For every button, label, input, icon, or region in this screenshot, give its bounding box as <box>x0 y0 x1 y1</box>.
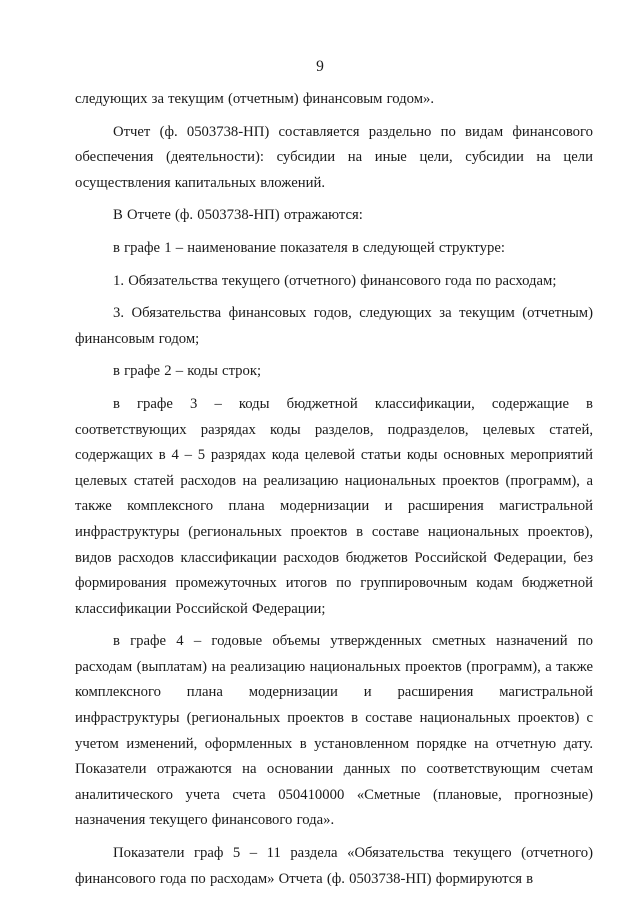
paragraph-column-4: в графе 4 – годовые объемы утвержденных сметных назначений по расходам (выплатам) на реализацию национальных проектов (программ), а также комплексного плана модернизации и расширения магистральной инфраструктуры (региональных проектов в составе национальных проектов) с учетом изменений, оформленных в установленном порядке на отчетную дату. Показатели отражаются на основании данных по соответствующим счетам аналитического учета счета 050410000 «Сметные (плановые, прогнозные) назначения текущего финансового года». <box>75 633 593 829</box>
paragraph-item-1: 1. Обязательства текущего (отчетного) финансового года по расходам; <box>113 272 557 289</box>
paragraph-report-reflects: В Отчете (ф. 0503738-НП) отражаются: <box>113 207 363 224</box>
paragraph-column-1: в графе 1 – наименование показателя в следующей структуре: <box>113 239 505 256</box>
paragraph-item-3: 3. Обязательства финансовых годов, следующих за текущим (отчетным) финансовым годом; <box>75 305 593 347</box>
page-number: 9 <box>316 58 324 75</box>
document-body <box>75 87 593 892</box>
paragraph-continuation: следующих за текущим (отчетным) финансовым годом». <box>75 91 435 107</box>
paragraph-column-2: в графе 2 – коды строк; <box>113 363 262 380</box>
paragraph-report-separation: Отчет (ф. 0503738-НП) составляется раздельно по видам финансового обеспечения (деятельности): субсидии на иные цели, субсидии на цели осуществления капитальных вложений. <box>75 123 593 191</box>
paragraph-column-3: в графе 3 – коды бюджетной классификации, содержащие в соответствующих разрядах коды разделов, подразделов, целевых статей, содержащих в 4 – 5 разрядах кода целевой статьи коды основных мероприятий целевых статей расходов на реализацию национальных проектов (программ), а также комплексного плана модернизации и расширения магистральной инфраструктуры (региональных проектов в составе национальных проектов), видов расходов классификации расходов бюджетов Российской Федерации, без формирования промежуточных итогов по группировочным кодам бюджетной классификации Российской Федерации; <box>75 395 593 617</box>
paragraph-columns-5-11: Показатели граф 5 – 11 раздела «Обязательства текущего (отчетного) финансового года по расходам» Отчета (ф. 0503738-НП) формируются в <box>75 845 593 887</box>
